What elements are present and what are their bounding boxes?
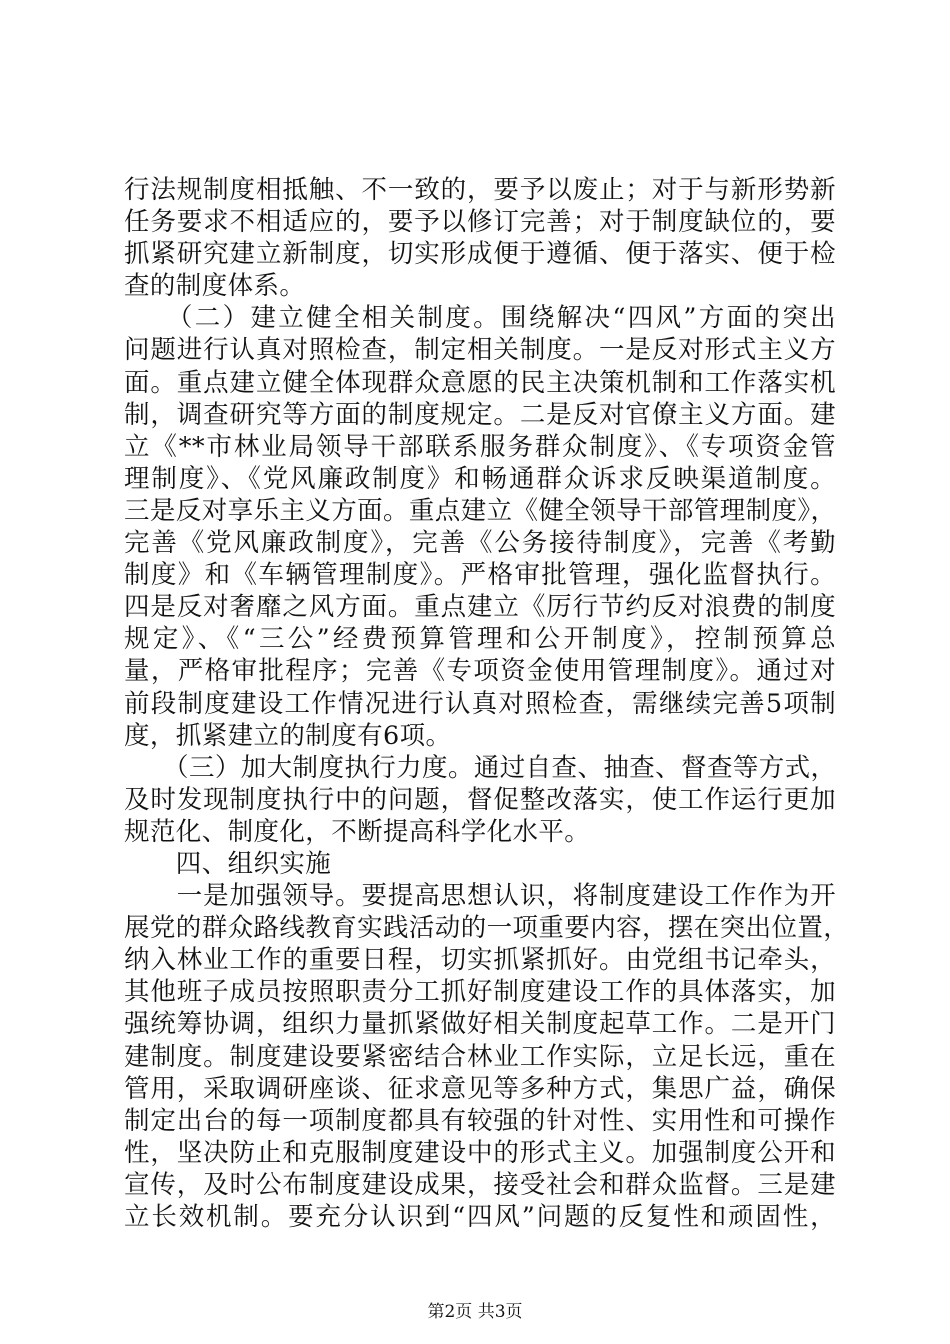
text-line: 性，坚决防止和克服制度建设中的形式主义。加强制度公开和 xyxy=(124,1137,836,1168)
text-line: 完善《党风廉政制度》，完善《公务接待制度》，完善《考勤 xyxy=(124,528,836,559)
text-line: 三是反对享乐主义方面。重点建立《健全领导干部管理制度》， xyxy=(124,495,837,526)
text-line: 规定》、《“三公”经费预算管理和公开制度》，控制预算总 xyxy=(124,624,836,655)
text-line: 纳入林业工作的重要日程，切实抓紧抓好。由党组书记牵头， xyxy=(124,945,836,976)
text-line: 制定出台的每一项制度都具有较强的针对性、实用性和可操作 xyxy=(124,1105,836,1136)
text-line: （二）建立健全相关制度。围绕解决“四风”方面的突出 xyxy=(124,303,836,334)
text-line: 量，严格审批程序；完善《专项资金使用管理制度》。通过对 xyxy=(124,656,836,687)
text-line: 及时发现制度执行中的问题，督促整改落实，使工作运行更加 xyxy=(124,784,836,815)
document-body xyxy=(124,174,850,1233)
text-line: 建制度。制度建设要紧密结合林业工作实际，立足长远，重在 xyxy=(124,1041,836,1072)
text-line: 展党的群众路线教育实践活动的一项重要内容，摆在突出位置， xyxy=(124,913,850,944)
text-line: 查的制度体系。 xyxy=(124,271,306,302)
text-line: 制，调查研究等方面的制度规定。二是反对官僚主义方面。建 xyxy=(124,399,836,430)
text-line: 宣传，及时公布制度建设成果，接受社会和群众监督。三是建 xyxy=(124,1169,836,1200)
text-line: 管用，采取调研座谈、征求意见等多种方式，集思广益，确保 xyxy=(124,1073,836,1104)
text-line: 前段制度建设工作情况进行认真对照检查，需继续完善5项制 xyxy=(124,688,836,719)
page-footer: 第2页 共3页 xyxy=(427,1302,523,1322)
text-line: 一是加强领导。要提高思想认识，将制度建设工作作为开 xyxy=(124,881,836,912)
text-line: 强统筹协调，组织力量抓紧做好相关制度起草工作。二是开门 xyxy=(124,1009,836,1040)
text-line: 其他班子成员按照职责分工抓好制度建设工作的具体落实，加 xyxy=(124,977,836,1008)
text-line: 抓紧研究建立新制度，切实形成便于遵循、便于落实、便于检 xyxy=(124,239,836,270)
text-line: 任务要求不相适应的，要予以修订完善；对于制度缺位的，要 xyxy=(124,207,836,238)
text-line: 理制度》、《党风廉政制度》和畅通群众诉求反映渠道制度。 xyxy=(124,463,836,494)
text-line: 立《**市林业局领导干部联系服务群众制度》、《专项资金管 xyxy=(124,431,836,462)
text-line: 立长效机制。要充分认识到“四风”问题的反复性和顽固性， xyxy=(124,1202,836,1232)
text-line: 行法规制度相抵触、不一致的，要予以废止；对于与新形势新 xyxy=(124,175,836,205)
text-line: 制度》和《车辆管理制度》。严格审批管理，强化监督执行。 xyxy=(124,560,836,591)
text-line: 四、组织实施 xyxy=(124,848,332,879)
text-line: 度，抓紧建立的制度有6项。 xyxy=(124,720,452,751)
text-line: （三）加大制度执行力度。通过自查、抽查、督查等方式， xyxy=(124,752,837,783)
text-line: 四是反对奢靡之风方面。重点建立《厉行节约反对浪费的制度 xyxy=(124,592,836,623)
text-line: 面。重点建立健全体现群众意愿的民主决策机制和工作落实机 xyxy=(124,367,836,398)
text-line: 规范化、制度化，不断提高科学化水平。 xyxy=(124,816,591,847)
text-line: 问题进行认真对照检查，制定相关制度。一是反对形式主义方 xyxy=(124,335,836,366)
